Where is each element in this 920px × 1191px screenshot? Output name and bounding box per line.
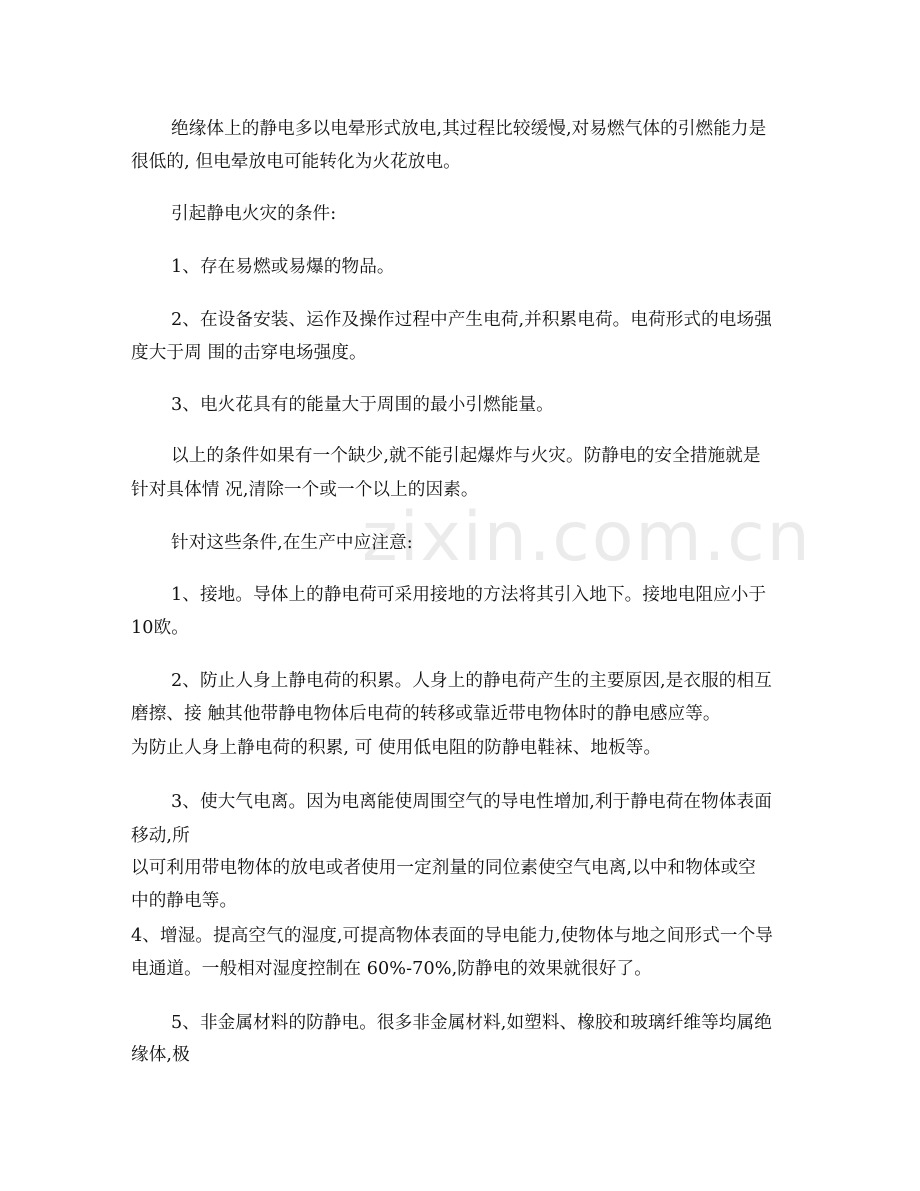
list-item: 1、接地。导体上的静电荷可采用接地的方法将其引入地下。接地电阻应小于 (171, 585, 767, 605)
paragraph-line: 针对具体情 况,清除一个或一个以上的因素。 (131, 480, 479, 500)
paragraph-line: 为防止人身上静电荷的积累, 可 使用低电阻的防静电鞋袜、地板等。 (131, 738, 662, 758)
paragraph-line: 10欧。 (131, 618, 189, 638)
paragraph-line: 很低的, 但电晕放电可能转化为火花放电。 (131, 152, 461, 172)
paragraph-line: 磨擦、接 触其他带静电物体后电荷的转移或靠近带电物体时的静电感应等。 (131, 704, 721, 724)
list-item: 3、电火花具有的能量大于周围的最小引燃能量。 (171, 395, 554, 415)
paragraph-line: 绝缘体上的静电多以电晕形式放电,其过程比较缓慢,对易燃气体的引燃能力是 (171, 119, 767, 139)
list-item: 2、防止人身上静电荷的积累。人身上的静电荷产生的主要原因,是衣服的相互 (171, 671, 772, 691)
section-heading: 针对这些条件,在生产中应注意: (171, 533, 413, 553)
paragraph-line: 以上的条件如果有一个缺少,就不能引起爆炸与火灾。防静电的安全措施就是 (171, 446, 761, 466)
list-item: 4、增湿。提高空气的湿度,可提高物体表面的导电能力,使物体与地之间形式一个导 (131, 926, 773, 946)
list-item: 1、存在易燃或易爆的物品。 (171, 257, 395, 277)
paragraph-line: 以可利用带电物体的放电或者使用一定剂量的同位素使空气电离,以中和物体或空 (131, 858, 756, 878)
paragraph-line: 缘体,极 (131, 1045, 190, 1065)
list-item: 5、非金属材料的防静电。很多非金属材料,如塑料、橡胶和玻璃纤维等均属绝 (171, 1013, 772, 1033)
section-heading: 引起静电火灾的条件: (171, 204, 337, 224)
watermark: zixin.com.cn (362, 498, 812, 577)
paragraph-line: 电通道。一般相对湿度控制在 60%-70%,防静电的效果就很好了。 (131, 959, 652, 979)
paragraph-line: 移动,所 (131, 826, 190, 846)
list-item: 3、使大气电离。因为电离能使周围空气的导电性增加,利于静电荷在物体表面 (171, 792, 772, 812)
paragraph-line: 度大于周 围的击穿电场强度。 (131, 343, 367, 363)
paragraph-line: 中的静电等。 (131, 891, 238, 911)
list-item: 2、在设备安装、运作及操作过程中产生电荷,并积累电荷。电荷形式的电场强 (171, 310, 772, 330)
